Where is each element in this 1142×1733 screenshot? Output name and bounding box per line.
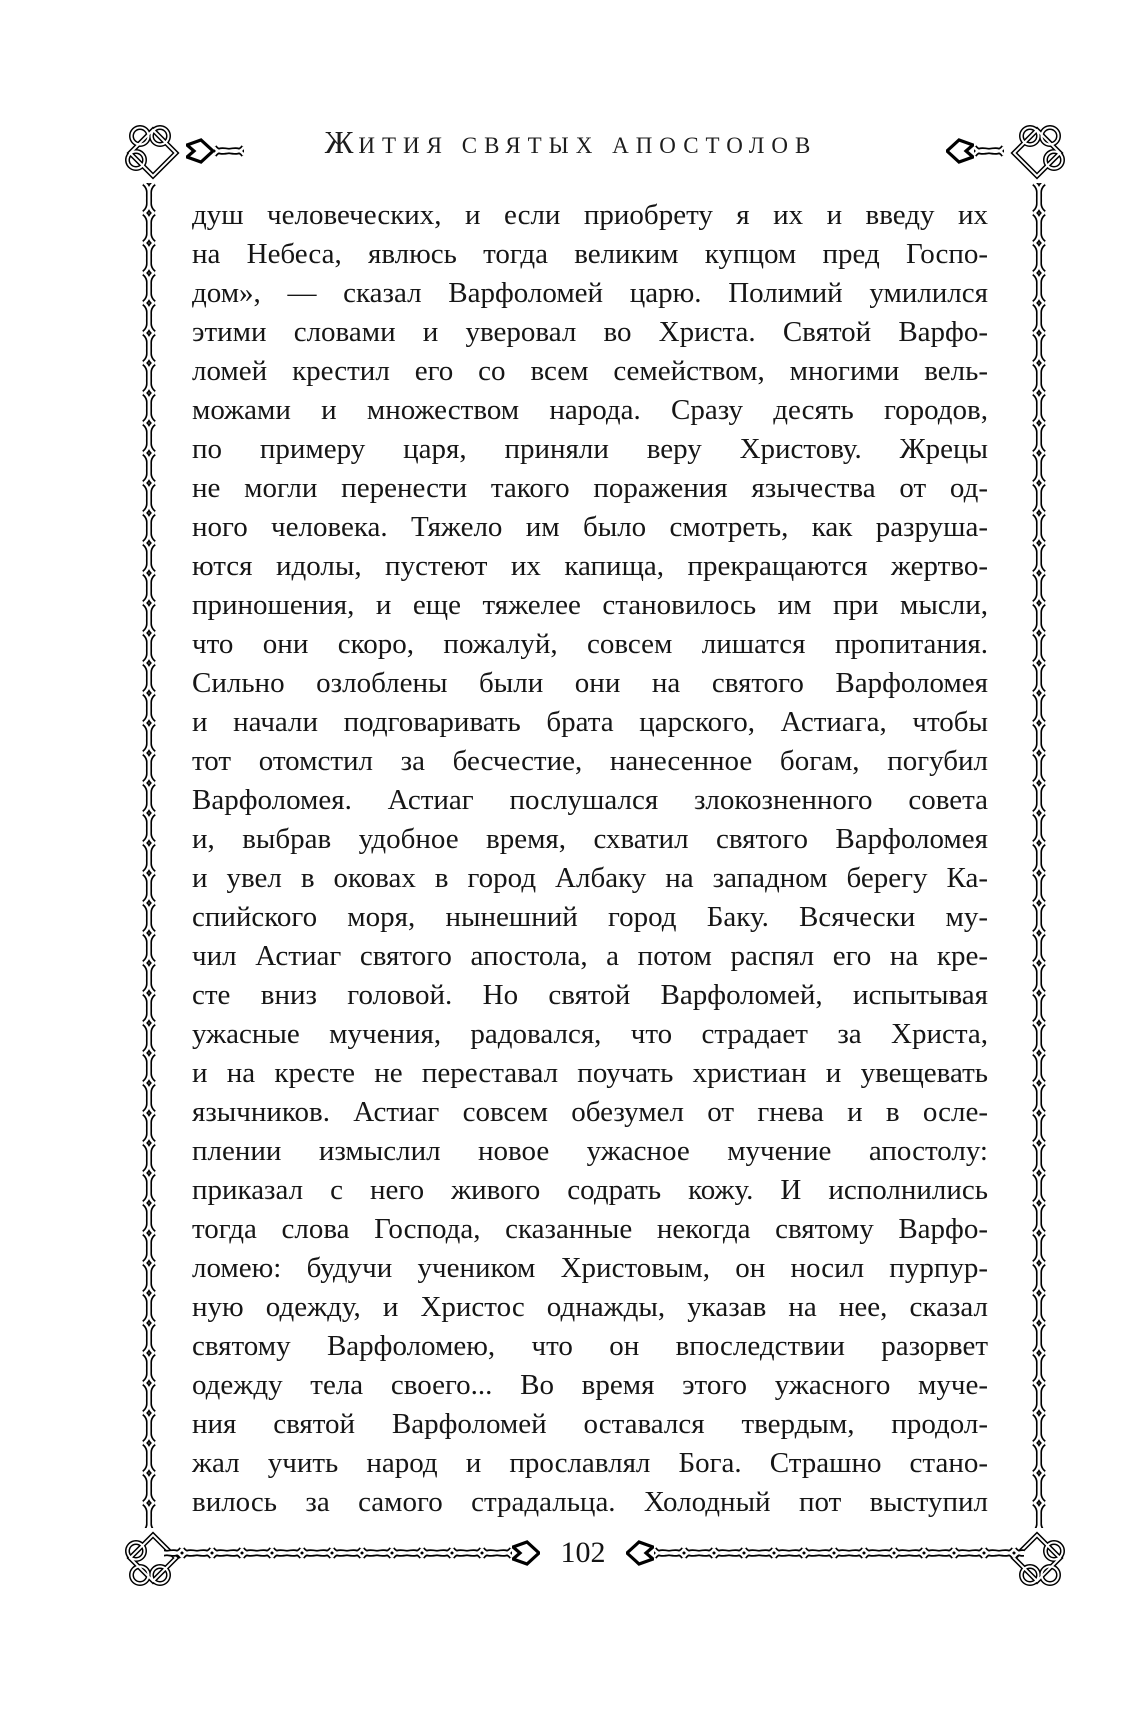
page-header-title: ЖИТИЯ СВЯТЫХ АПОСТОЛОВ [324, 124, 818, 160]
text-line: приказал с него живого содрать кожу. И исполнились [192, 1174, 988, 1206]
left-border-chain [138, 183, 160, 1528]
top-border-stub-left [186, 138, 244, 164]
text-line: плении измыслил новое ужасное мучение апостолу: [192, 1135, 988, 1167]
text-line: ужасные мучения, радовался, что страдает за Христа, [192, 1018, 988, 1050]
text-line: по примеру царя, приняли веру Христову. Жрецы [192, 433, 988, 465]
right-border-chain [1028, 183, 1050, 1528]
text-line: и на кресте не переставал поучать христиан и увещевать [192, 1057, 988, 1089]
chain-arrow-icon [626, 1540, 654, 1566]
text-line: ломею: будучи учеником Христовым, он носил пурпур- [192, 1252, 988, 1284]
text-line: и начали подговаривать брата царского, Астиага, чтобы [192, 706, 988, 738]
text-line: ломей крестил его со всем семейством, многими вель- [192, 355, 988, 387]
page-number: 102 [560, 1536, 606, 1569]
chain-arrow-icon [946, 138, 974, 164]
text-line: и увел в оковах в город Албаку на западном берегу Ка- [192, 862, 988, 894]
text-line: ную одежду, и Христос однажды, указав на нее, сказал [192, 1291, 988, 1323]
bottom-border-chain-right [626, 1540, 1024, 1566]
text-line: душ человеческих, и если приобрету я их и введу их [192, 199, 988, 231]
text-line: на Небеса, явлюсь тогда великим купцом пред Госпо- [192, 238, 988, 270]
text-line: не могли перенести такого поражения язычества от од- [192, 472, 988, 504]
text-line: ния святой Варфоломей оставался твердым, продол- [192, 1408, 988, 1440]
text-line: можами и множеством народа. Сразу десять городов, [192, 394, 988, 426]
text-line: жал учить народ и прославлял Бога. Страшно стано- [192, 1447, 988, 1479]
text-line: тогда слова Господа, сказанные некогда святому Варфо- [192, 1213, 988, 1245]
text-line: Варфоломея. Астиаг послушался злокозненного совета [192, 784, 988, 816]
text-line: вилось за самого страдальца. Холодный пот выступил [192, 1486, 988, 1518]
celtic-knot-icon-top-left [123, 123, 183, 183]
chain-arrow-icon [512, 1540, 540, 1566]
top-border-stub-right [946, 138, 1004, 164]
chain-arrow-icon [186, 138, 214, 164]
text-line: и, выбрав удобное время, схватил святого Варфоломея [192, 823, 988, 855]
text-line: ются идолы, пустеют их капища, прекращаются жертво- [192, 550, 988, 582]
text-line: спийского моря, нынешний город Баку. Всячески му- [192, 901, 988, 933]
celtic-knot-icon-top-right [1007, 123, 1067, 183]
text-line: что они скоро, пожалуй, совсем лишатся пропитания. [192, 628, 988, 660]
text-line: этими словами и уверовал во Христа. Святой Варфо- [192, 316, 988, 348]
text-line: тот отомстил за бесчестие, нанесенное богам, погубил [192, 745, 988, 777]
bottom-border-chain-left [164, 1540, 540, 1566]
text-line: чил Астиаг святого апостола, а потом распял его на кре- [192, 940, 988, 972]
text-line: приношения, и еще тяжелее становилось им при мысли, [192, 589, 988, 621]
text-line: святому Варфоломею, что он впоследствии разорвет [192, 1330, 988, 1362]
text-line: сте вниз головой. Но святой Варфоломей, испытывая [192, 979, 988, 1011]
text-line: дом», — сказал Варфоломей царю. Полимий умилился [192, 277, 988, 309]
body-text [192, 196, 988, 1522]
text-line: язычников. Астиаг совсем обезумел от гнева и в осле- [192, 1096, 988, 1128]
text-line: одежду тела своего... Во время этого ужасного муче- [192, 1369, 988, 1401]
text-line: Сильно озлоблены были они на святого Варфоломея [192, 667, 988, 699]
text-line: ного человека. Тяжело им было смотреть, как разруша- [192, 511, 988, 543]
